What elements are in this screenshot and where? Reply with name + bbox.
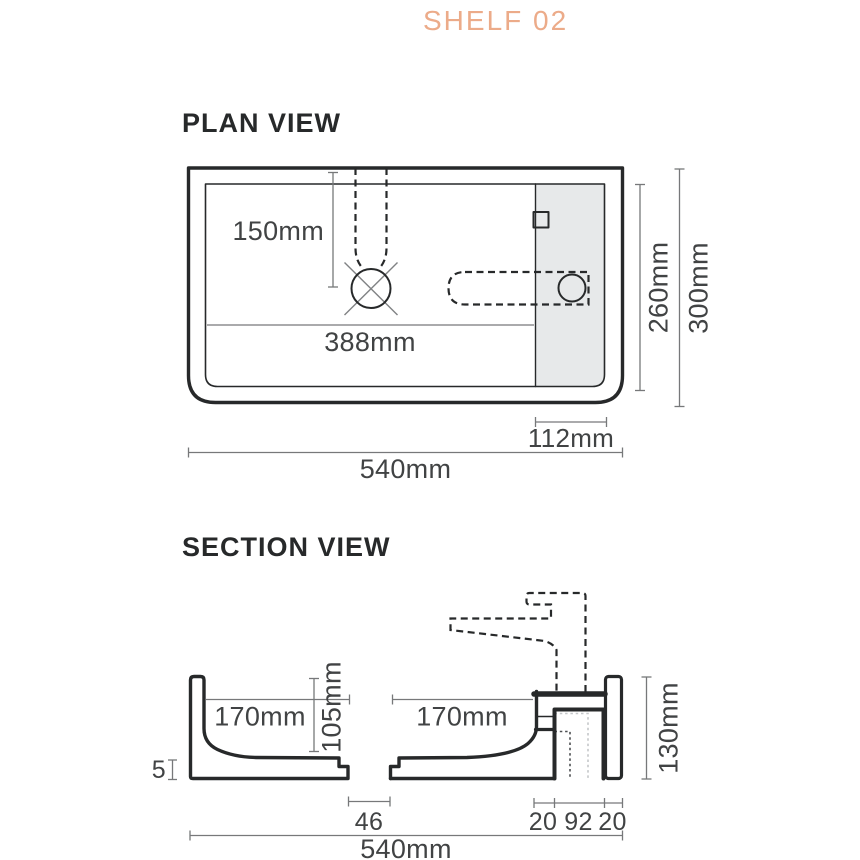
section-dim-base-thickness [152,756,177,784]
plan-view-heading: PLAN VIEW [182,108,342,138]
plan-dim-basin-width [207,325,534,357]
section-dim-basin-depth [309,661,347,753]
plan-shelf-shade [536,184,605,387]
section-dim-overall-height-label: 130mm [653,682,684,774]
plan-dim-overall-depth-label: 300mm [683,242,714,334]
plan-tap-dashed-left [356,168,364,269]
plan-dim-basin-width-label: 388mm [324,327,416,357]
section-dim-basin-depth-label: 105mm [316,661,347,753]
plan-dim-inner-depth [635,185,674,391]
section-dim-bracket-right-label: 20 [598,808,627,836]
plan-tap-dashed-right [379,168,387,269]
plan-view-drawing [189,168,623,403]
plan-dim-overall-depth [675,169,714,407]
section-dim-overall-width [190,831,623,860]
section-dim-bracket-left-label: 20 [528,808,558,836]
section-bracket-channel [555,710,604,779]
section-dim-base-thickness-label: 5 [151,756,166,784]
section-dim-right-basin [393,695,534,732]
plan-dim-shelf-width-label: 112mm [527,423,615,453]
section-dim-overall-width-label: 540mm [360,834,452,860]
plan-dim-tap-setback [232,173,338,288]
plan-dim-inner-depth-label: 260mm [643,241,674,334]
section-dim-bracket [529,798,627,836]
plan-dim-overall-width [189,448,623,485]
section-tap-dashed [451,593,586,692]
plan-dim-shelf-width [528,417,614,453]
section-view-drawing [191,593,622,779]
section-dim-waste-width [349,797,391,837]
section-dim-right-basin-label: 170mm [416,701,508,732]
sheet-title: SHELF 02 [423,5,569,36]
section-dim-waste-width-label: 46 [354,808,384,836]
section-view-heading: SECTION VIEW [182,532,391,562]
section-dim-bracket-middle-label: 92 [564,808,593,836]
section-rear-post [606,677,622,779]
section-pipe-dotted-dark [555,732,571,778]
section-dim-overall-height [642,677,684,779]
section-dim-left-basin-label: 170mm [214,701,306,732]
plan-dim-tap-setback-label: 150mm [232,216,324,246]
plan-dim-overall-width-label: 540mm [359,454,452,484]
section-pipe-dotted-light [555,714,589,779]
